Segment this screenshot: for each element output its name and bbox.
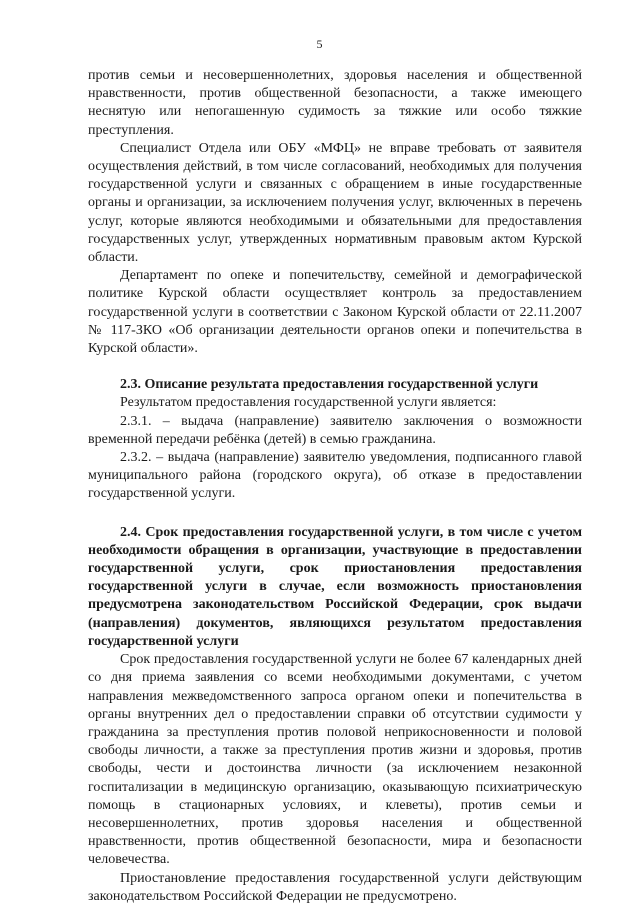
paragraph-specialist-restriction: Специалист Отдела или ОБУ «МФЦ» не вправе требовать от заявителя осуществления действий, в том числе согласований, необходимых для получения государственной услуги и связанных с обращением в иные государственные органы и организации, за исключением получения услуг, включенных в перечень услуг, которые являются необходимыми и обязательными для предоставления государственных услуг, утвержденных нормативным правовым актом Курской области. <box>88 140 582 266</box>
paragraph-department-control: Департамент по опеке и попечительству, семейной и демографической политике Курской области осуществляет контроль за предоставлением государственной услуги в соответствии с Законом Курской области от 22.11.2007 № 117-ЗКО «Об организации деятельности органов опеки и попечительства в Курской области». <box>88 268 582 357</box>
spacer <box>88 504 582 524</box>
section-2-3-heading: 2.3. Описание результата предоставления государственной услуги <box>120 377 539 393</box>
section-2-4-suspension-paragraph: Приостановление предоставления государственной услуги действующим законодательством Российской Федерации не предусмотрено. <box>88 870 582 904</box>
section-2-3-item-1: 2.3.1. – выдача (направление) заявителю заключения о возможности временной передачи ребёнка (детей) в семью гражданина. <box>88 413 582 447</box>
section-2-4-term-paragraph: Срок предоставления государственной услуги не более 67 календарных дней со дня приема заявления со всеми необходимыми документами, с учетом направления межведомственного запроса органом опеки и попечительства в органы внутренних дел о предоставлении справки об отсутствии судимости у гражданина за преступления против половой неприкосновенности и половой свободы личности, а также за преступления против жизни и здоровья, против свободы, чести и достоинства личности (за исключением незаконной госпитализации в медицинскую организацию, оказывающую психиатрическую помощь в стационарных условиях, и клеветы), против семьи и несовершеннолетних, против здоровья населения и общественной нравственности, против общественной безопасности, мира и безопасности человечества. <box>88 652 582 868</box>
section-2-3-item-2: 2.3.2. – выдача (направление) заявителю уведомления, подписанного главой муниципального района (городского округа), об отказе в предоставлении государственной услуги. <box>88 450 582 502</box>
page-body <box>88 67 582 906</box>
section-2-4-heading: 2.4. Срок предоставления государственной услуги, в том числе с учетом необходимости обращения в организации, участвующие в предоставлении государственной услуги, срок приостановления предоставления государственной услуги в случае, если возможность приостановления предусмотрена законодательством Российской Федерации, срок выдачи (направления) документов, являющихся результатом предоставления государственной услуги <box>88 524 582 649</box>
spacer <box>88 358 582 376</box>
paragraph-continued: против семьи и несовершеннолетних, здоровья населения и общественной нравственности, против общественной безопасности, а также имеющего неснятую или непогашенную судимость за тяжкие или особо тяжкие преступления. <box>88 68 582 138</box>
page-number: 5 <box>316 37 323 51</box>
section-2-3-intro: Результатом предоставления государственной услуги является: <box>120 395 497 411</box>
